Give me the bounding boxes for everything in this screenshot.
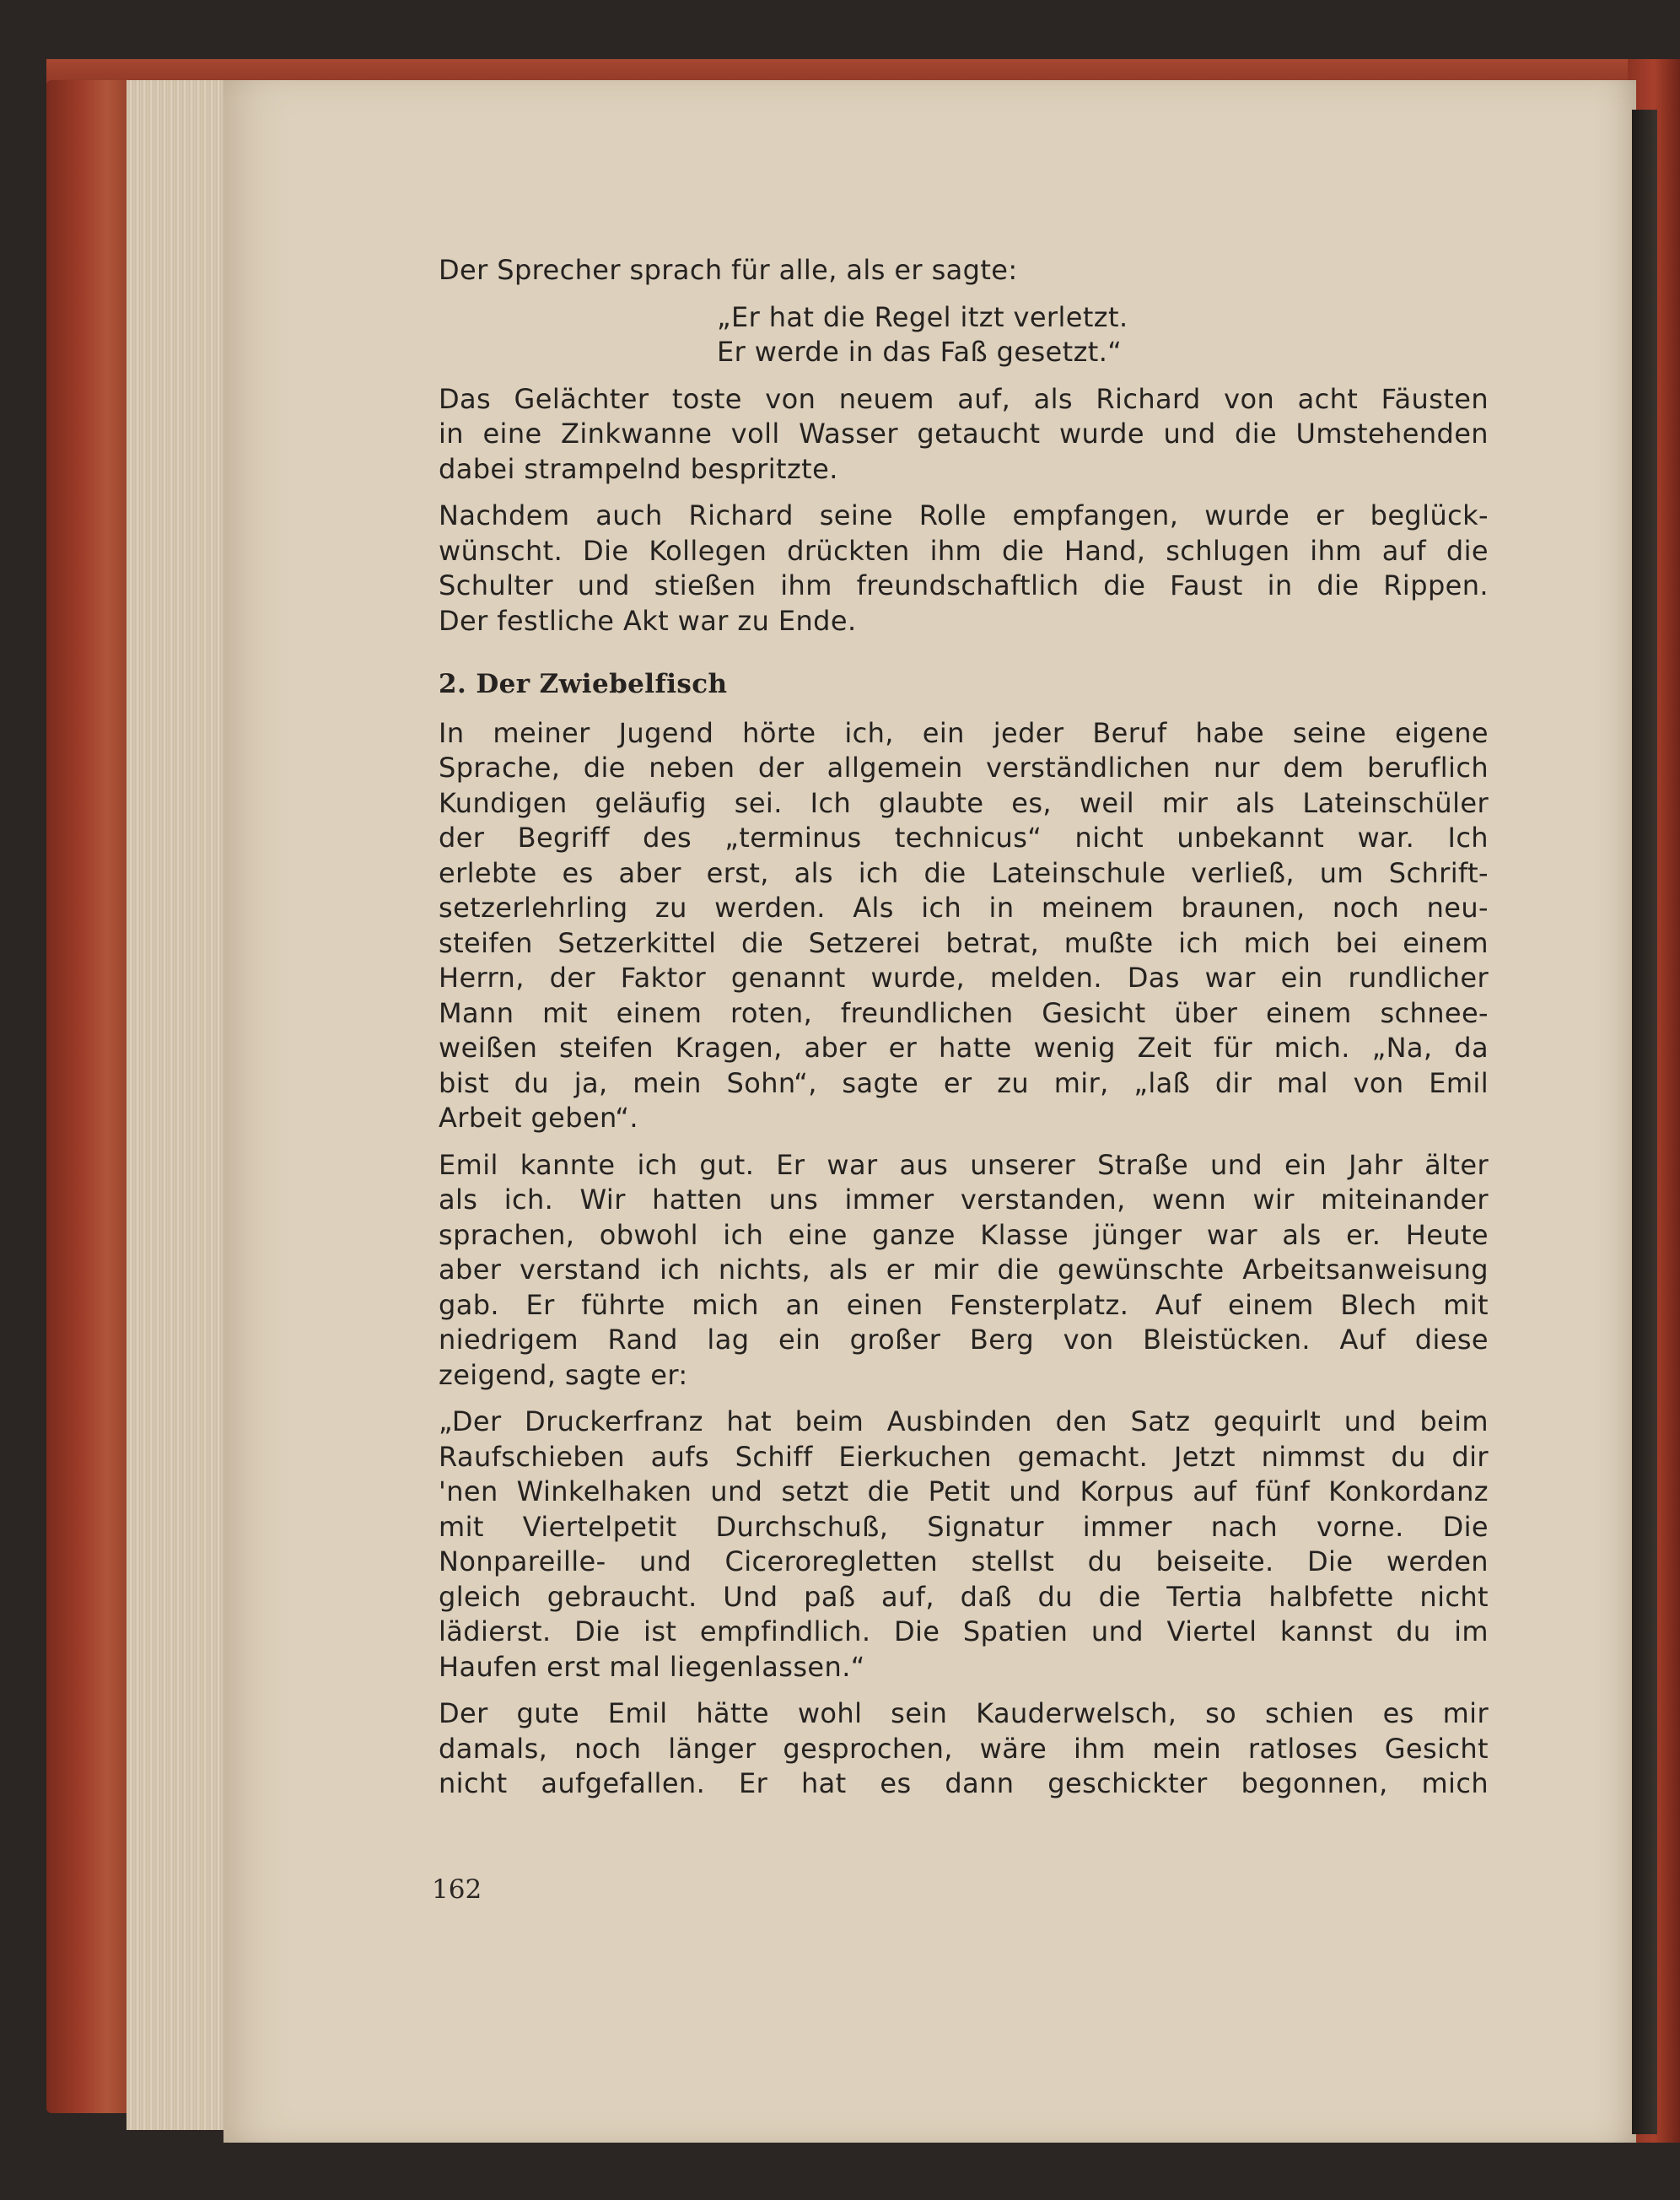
opening-paragraph xyxy=(439,253,1489,288)
text-line: als ich. Wir hatten uns immer verstanden, wenn wir miteinander xyxy=(439,1184,1489,1216)
text-line: bist du ja, mein Sohn“, sagte er zu mir, „laß dir mal von Emil xyxy=(439,1066,1489,1099)
paragraph xyxy=(439,1696,1489,1802)
text-line: In meiner Jugend hörte ich, ein jeder Beruf habe seine eigene xyxy=(439,716,1489,749)
text-line: Sprache, die neben der allgemein verständlichen nur dem beruflich xyxy=(439,752,1489,784)
text-line: damals, noch länger gesprochen, wäre ihm mein ratloses Gesicht xyxy=(439,1732,1489,1765)
paragraph xyxy=(439,716,1489,1136)
text-line: setzerlehrling zu werden. Als ich in meinem braunen, noch neu- xyxy=(439,892,1489,924)
verse-quote xyxy=(439,300,1489,370)
text-line: steifen Setzerkittel die Setzerei betrat, mußte ich mich bei einem xyxy=(439,926,1489,959)
text-line: Der Sprecher sprach für alle, als er sagte: xyxy=(439,254,1018,286)
text-line: Der festliche Akt war zu Ende. xyxy=(439,604,857,637)
text-line: niedrigem Rand lag ein großer Berg von Bleistücken. Auf diese xyxy=(439,1324,1489,1356)
text-line: nicht aufgefallen. Er hat es dann geschickter begonnen, mich xyxy=(439,1767,1489,1799)
book-cover-left xyxy=(46,80,139,2113)
paragraph xyxy=(439,499,1489,639)
page-gutter-shadow xyxy=(1632,110,1657,2134)
verse-line: Er werde in das Faß gesetzt.“ xyxy=(717,336,1123,368)
text-line: Arbeit geben“. xyxy=(439,1102,638,1134)
section-heading: 2. Der Zwiebelfisch xyxy=(439,669,728,699)
text-line: gleich gebraucht. Und paß auf, daß du die Tertia halbfette nicht xyxy=(439,1580,1489,1613)
text-line: „Der Druckerfranz hat beim Ausbinden den Satz gequirlt und beim xyxy=(439,1405,1489,1437)
text-line: lädierst. Die ist empfindlich. Die Spatien und Viertel kannst du im xyxy=(439,1615,1489,1647)
text-line: dabei strampelnd bespritzte. xyxy=(439,452,838,485)
paragraph xyxy=(439,1405,1489,1685)
text-line: Herrn, der Faktor genannt wurde, melden. Das war ein rundlicher xyxy=(439,962,1489,994)
page-text-block xyxy=(439,253,1489,1814)
text-line: Haufen erst mal liegenlassen.“ xyxy=(439,1650,865,1683)
text-line: Raufschieben aufs Schiff Eierkuchen gemacht. Jetzt nimmst du dir xyxy=(439,1440,1489,1473)
text-line: Nachdem auch Richard seine Rolle empfangen, wurde er beglück- xyxy=(439,499,1489,531)
text-line: mit Viertelpetit Durchschuß, Signatur immer nach vorne. Die xyxy=(439,1510,1489,1543)
paragraph xyxy=(439,382,1489,488)
text-line: 'nen Winkelhaken und setzt die Petit und Korpus auf fünf Konkordanz xyxy=(439,1475,1489,1507)
text-line: Der gute Emil hätte wohl sein Kauderwelsch, so schien es mir xyxy=(439,1697,1489,1729)
text-line: Das Gelächter toste von neuem auf, als Richard von acht Fäusten xyxy=(439,382,1489,415)
page-edges xyxy=(127,80,236,2130)
verse-line: „Er hat die Regel itzt verletzt. xyxy=(717,300,1128,333)
page-number: 162 xyxy=(432,1874,482,1905)
text-line: Emil kannte ich gut. Er war aus unserer Straße und ein Jahr älter xyxy=(439,1148,1489,1181)
text-line: in eine Zinkwanne voll Wasser getaucht wurde und die Umstehenden xyxy=(439,418,1489,450)
text-line: Kundigen geläufig sei. Ich glaubte es, weil mir als Lateinschüler xyxy=(439,786,1489,819)
text-line: weißen steifen Kragen, aber er hatte wenig Zeit für mich. „Na, da xyxy=(439,1032,1489,1064)
text-line: Schulter und stießen ihm freundschaftlich die Faust in die Rippen. xyxy=(439,569,1489,601)
text-line: der Begriff des „terminus technicus“ nicht unbekannt war. Ich xyxy=(439,822,1489,854)
text-line: sprachen, obwohl ich eine ganze Klasse jünger war als er. Heute xyxy=(439,1218,1489,1251)
text-line: erlebte es aber erst, als ich die Lateinschule verließ, um Schrift- xyxy=(439,856,1489,889)
text-line: zeigend, sagte er: xyxy=(439,1358,688,1391)
text-line: wünscht. Die Kollegen drückten ihm die Hand, schlugen ihm auf die xyxy=(439,534,1489,567)
text-line: Mann mit einem roten, freundlichen Gesicht über einem schnee- xyxy=(439,996,1489,1029)
text-line: Nonpareille- und Ciceroregletten stellst du beiseite. Die werden xyxy=(439,1545,1489,1577)
text-line: aber verstand ich nichts, als er mir die gewünschte Arbeitsanweisung xyxy=(439,1254,1489,1286)
text-line: gab. Er führte mich an einen Fensterplatz. Auf einem Blech mit xyxy=(439,1288,1489,1321)
paragraph xyxy=(439,1148,1489,1394)
